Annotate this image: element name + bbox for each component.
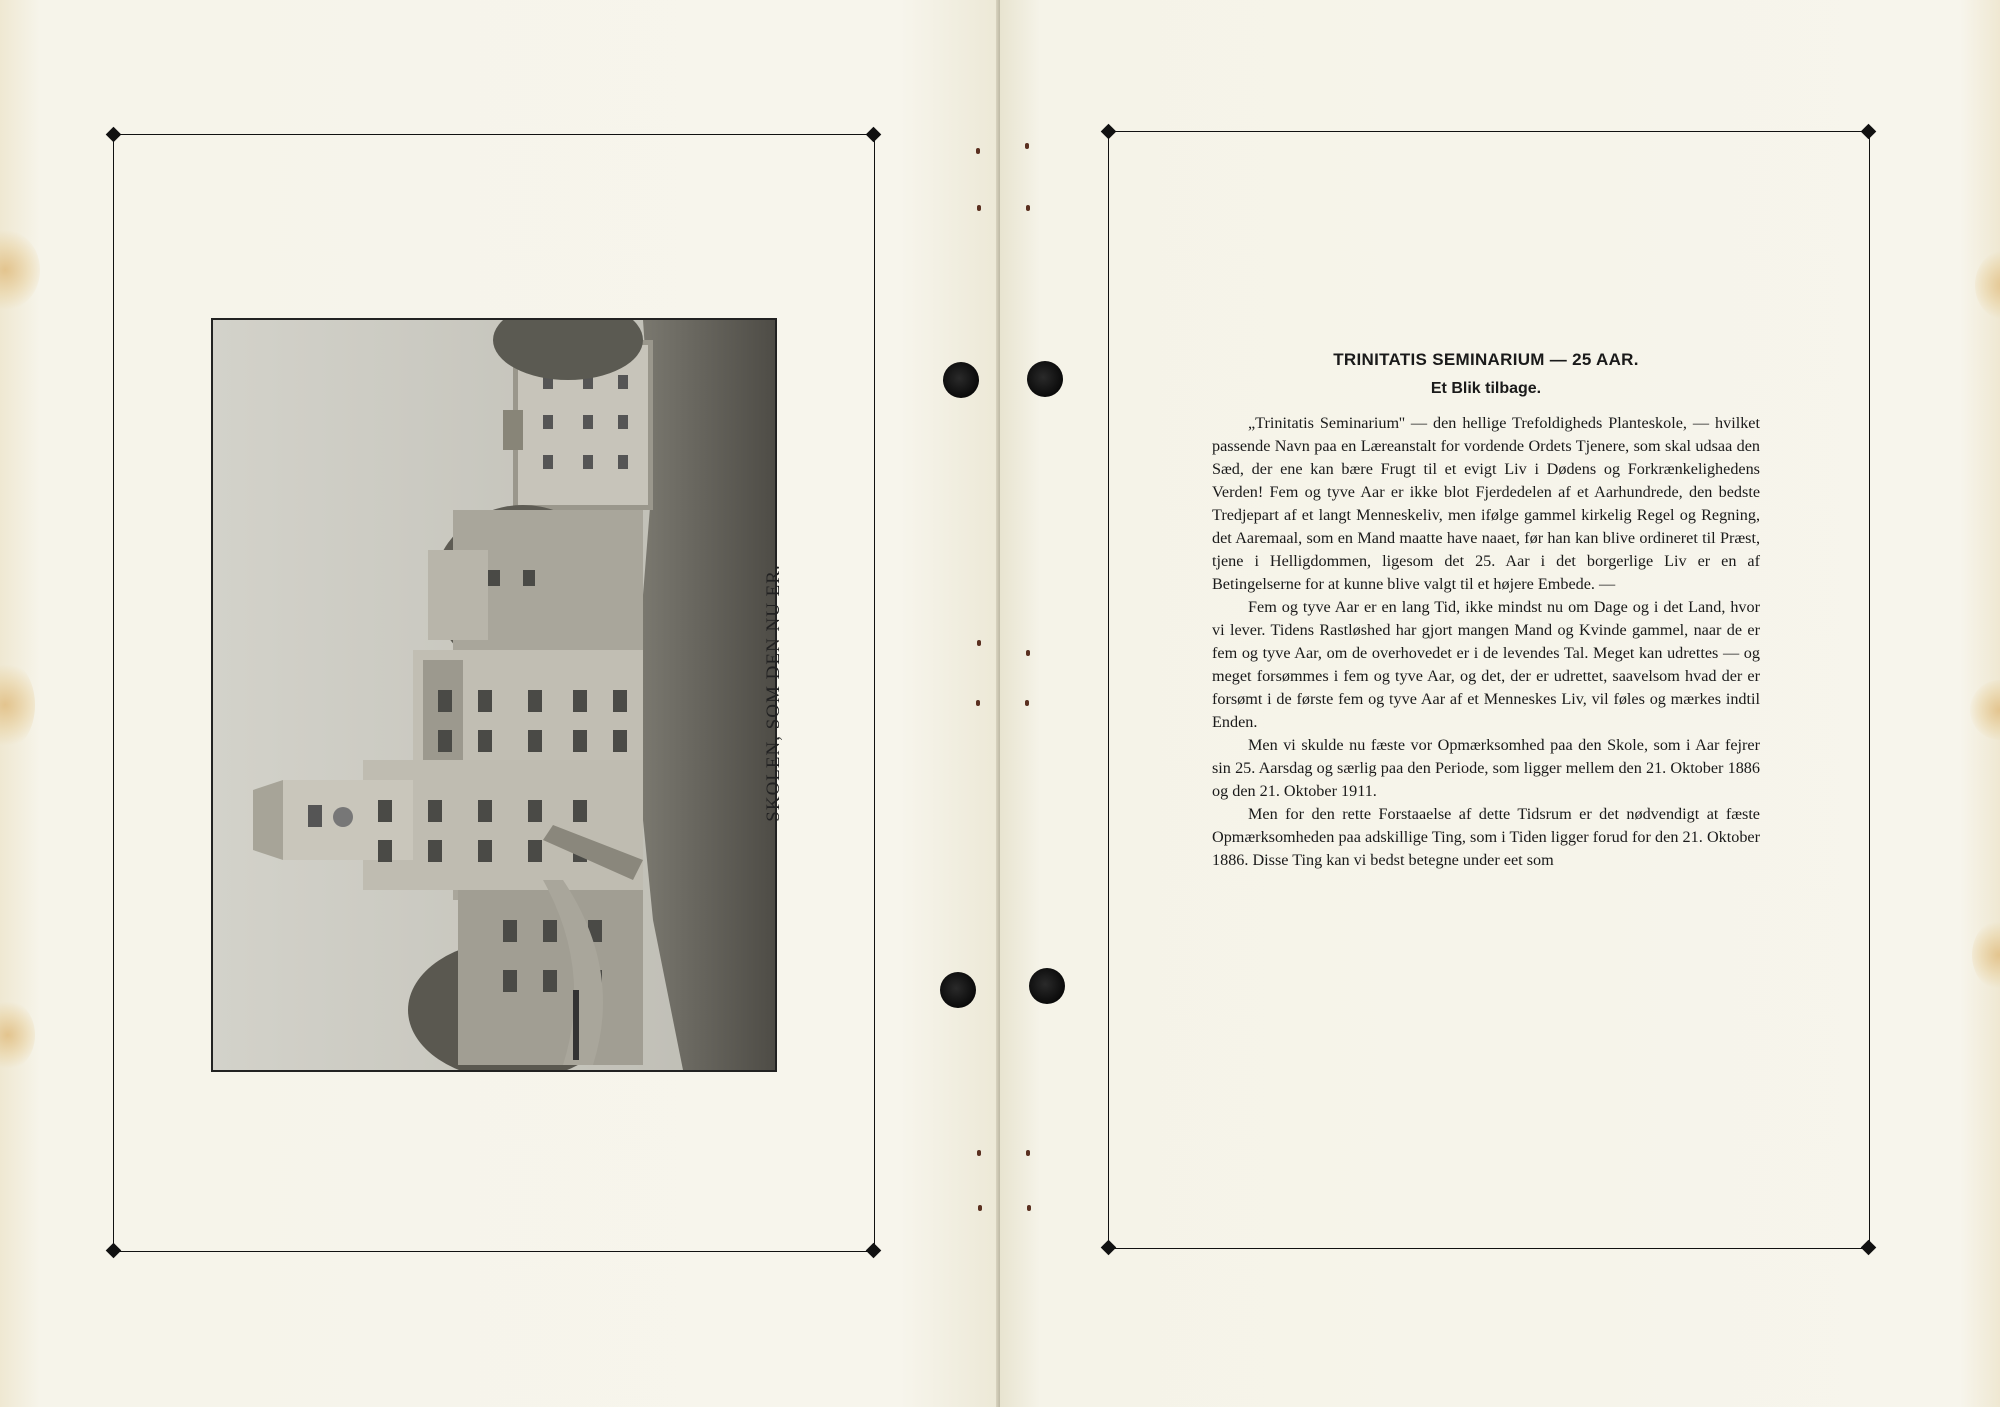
article-paragraph: Men for den rette Forstaaelse af dette Tidsrum er det nødvendigt at fæste Opmærksomheden paa adskillige Ting, som i Tiden ligger forud for den 21. Oktober 1886. Disse Ting kan vi bedst betegne under eet som bbox=[1212, 805, 1760, 869]
paper-stain bbox=[0, 660, 35, 750]
paper-speck bbox=[978, 1205, 982, 1211]
paper-speck bbox=[1025, 143, 1029, 149]
paper-speck bbox=[976, 148, 980, 154]
article-title: TRINITATIS SEMINARIUM — 25 AAR. bbox=[1333, 350, 1639, 369]
punch-hole bbox=[1027, 361, 1063, 397]
article-paragraph: „Trinitatis Seminarium'' — den hellige Trefoldigheds Planteskole, — hvilket passende Navn paa en Læreanstalt for vordende Ordets Tjenere, som skal udsaa den Sæd, der ene kan bære Frugt til et evigt Liv i Dødens og Forkrænkelighedens Verden! Fem og tyve Aar er ikke blot Fjerdedelen af et Aarhundrede, den bedste Tredjepart af et langt Menneskeliv, men ifølge gammel kirkelig Regel og Regning, det Aaremaal, som en Mand maatte have naaet, før han kan blive ordineret til Præst, tjene i Helligdommen, ligesom det 25. Aar i det borgerlige Liv er en af Betingelserne for at kunne blive valgt til et højere Embede. — bbox=[1212, 414, 1760, 593]
punch-hole bbox=[940, 972, 976, 1008]
school-building-photo bbox=[211, 318, 777, 1072]
punch-hole bbox=[1029, 968, 1065, 1004]
paper-speck bbox=[1026, 1150, 1030, 1156]
paper-stain bbox=[0, 230, 40, 310]
building-photo-image bbox=[213, 320, 775, 1070]
paper-stain bbox=[0, 1000, 35, 1070]
article-paragraph: Fem og tyve Aar er en lang Tid, ikke mindst nu om Dage og i det Land, hvor vi lever. Tidens Rastløshed har gjort mangen Mand og Kvinde gammel, naar de er fem og tyve Aar, om de overhovedet er i de levendes Tal. Meget kan udrettes — og meget forsømmes i fem og tyve Aar, og det, der er udrettet, saavelsom hvad der er forsømt i de første fem og tyve Aar af et Menneskes Liv, vil føles og mærkes indtil Enden. bbox=[1212, 598, 1760, 731]
punch-hole bbox=[943, 362, 979, 398]
paper-speck bbox=[1026, 205, 1030, 211]
paper-speck bbox=[1025, 700, 1029, 706]
photo-caption-text: SKOLEN, SOM DEN NU ER. bbox=[763, 564, 784, 822]
paper-speck bbox=[977, 640, 981, 646]
paper-stain bbox=[1970, 680, 2000, 740]
paper-speck bbox=[977, 1150, 981, 1156]
paper-speck bbox=[977, 205, 981, 211]
paper-speck bbox=[1027, 1205, 1031, 1211]
article bbox=[1212, 350, 1760, 872]
paper-speck bbox=[1026, 650, 1030, 656]
paper-stain bbox=[1975, 250, 2000, 320]
paper-speck bbox=[976, 700, 980, 706]
paper-stain bbox=[1972, 920, 2000, 990]
article-subtitle: Et Blik tilbage. bbox=[1430, 380, 1542, 397]
article-paragraph: Men vi skulde nu fæste vor Opmærksomhed paa den Skole, som i Aar fejrer sin 25. Aarsdag og særlig paa den Periode, som ligger mellem den 21. Oktober 1886 og den 21. Oktober 1911. bbox=[1212, 736, 1760, 800]
